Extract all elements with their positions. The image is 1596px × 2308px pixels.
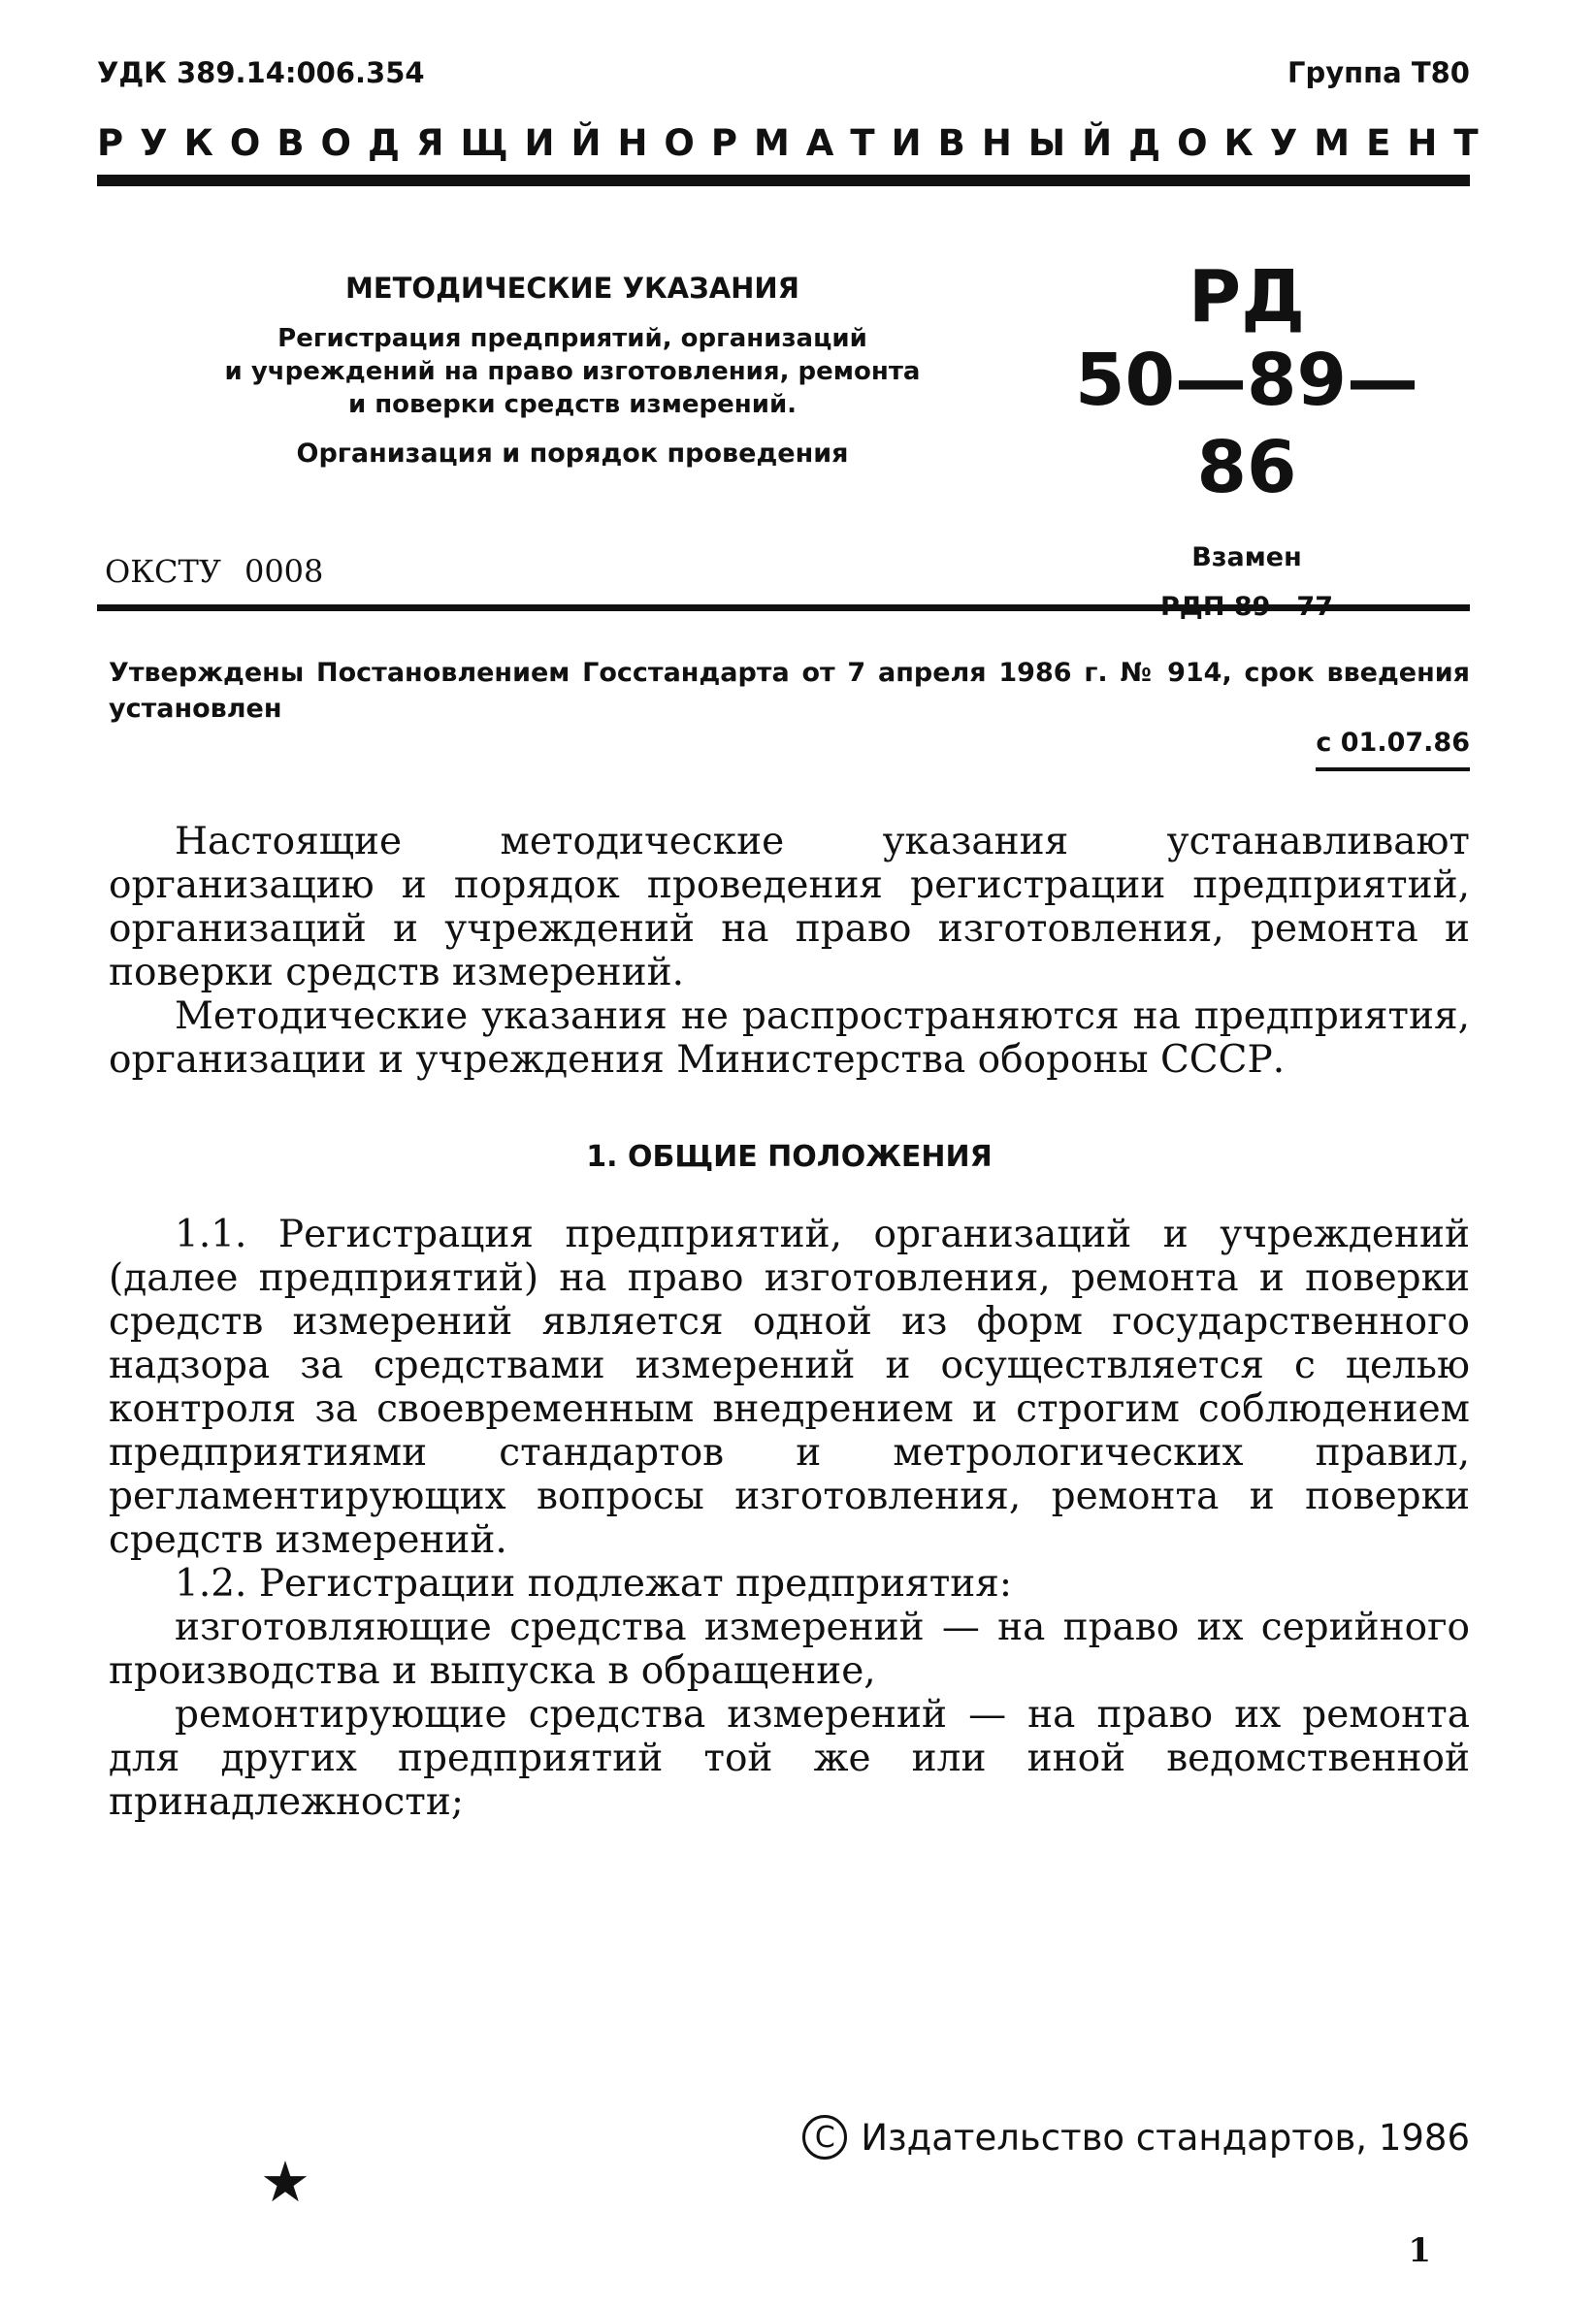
- paragraph: изготовляющие средства измерений — на право их серийного производства и выпуска в обращение,: [109, 1606, 1470, 1693]
- effective-date: с 01.07.86: [1316, 728, 1470, 771]
- document-code-prefix: РД: [1188, 255, 1306, 339]
- okstu-code: [105, 553, 323, 590]
- introduction: [109, 820, 1470, 1082]
- udk-code: УДК 389.14:006.354: [97, 56, 425, 89]
- section-heading: 1. ОБЩИЕ ПОЛОЖЕНИЯ: [586, 1140, 993, 1174]
- replaces-label: Взамен: [1191, 542, 1302, 572]
- top-rule: [97, 175, 1470, 186]
- copyright-text: Издательство стандартов, 1986: [861, 2116, 1470, 2159]
- paragraph: 1.1. Регистрация предприятий, организаций и учреждений (далее предприятий) на право изготовления, ремонта и поверки средств измерений является одной из форм государственного надзора за средствами измерений и осуществляется с целью контроля за своевременным внедрением и строгим соблюдением предприятиями стандартов и метрологических правил, регламентирующих вопросы изготовления, ремонта и поверки средств измерений.: [109, 1213, 1470, 1562]
- star-icon: ★: [260, 2149, 310, 2215]
- paragraph: 1.2. Регистрации подлежат предприятия:: [175, 1562, 1013, 1606]
- title-line: и поверки средств измерений.: [347, 390, 798, 419]
- paragraph: ремонтирующие средства измерений — на право их ремонта для других предприятий той же или иной ведомственной принадлежности;: [109, 1693, 1470, 1824]
- document-code-block: [1028, 257, 1465, 622]
- group-code: Группа Т80: [1287, 56, 1470, 89]
- document-type: МЕТОДИЧЕСКИЕ УКАЗАНИЯ: [344, 272, 800, 305]
- document-code-number: 50—89—86: [1075, 339, 1418, 509]
- title-block: [146, 272, 999, 469]
- approval-statement: Утверждены Постановлением Госстандарта от 7 апреля 1986 г. № 914, срок введения установлен: [109, 658, 1470, 724]
- section-body: [109, 1213, 1470, 1824]
- title-line: и учреждений на право изготовления, ремонта: [224, 357, 921, 386]
- okstu-value: 0008: [244, 553, 324, 590]
- page-number: 1: [1408, 2231, 1431, 2270]
- banner-word-1: РУКОВОДЯЩИЙ: [97, 122, 618, 164]
- copyright: [802, 2115, 1470, 2160]
- document-title: [146, 322, 999, 421]
- document-subtitle: Организация и порядок проведения: [296, 439, 849, 469]
- banner-word-2: НОРМАТИВНЫЙ: [617, 122, 1129, 164]
- banner-word-3: ДОКУМЕНТ: [1128, 122, 1495, 164]
- middle-rule: [97, 604, 1470, 611]
- paragraph: Настоящие методические указания устанавливают организацию и порядок проведения регистрации предприятий, организаций и учреждений на право изготовления, ремонта и поверки средств измерений.: [109, 820, 1470, 994]
- paragraph: Методические указания не распространяются на предприятия, организации и учреждения Министерства обороны СССР.: [109, 994, 1470, 1082]
- okstu-label: ОКСТУ: [105, 553, 221, 590]
- copyright-icon: C: [802, 2115, 847, 2160]
- document-banner: [97, 122, 1495, 164]
- title-line: Регистрация предприятий, организаций: [277, 324, 867, 353]
